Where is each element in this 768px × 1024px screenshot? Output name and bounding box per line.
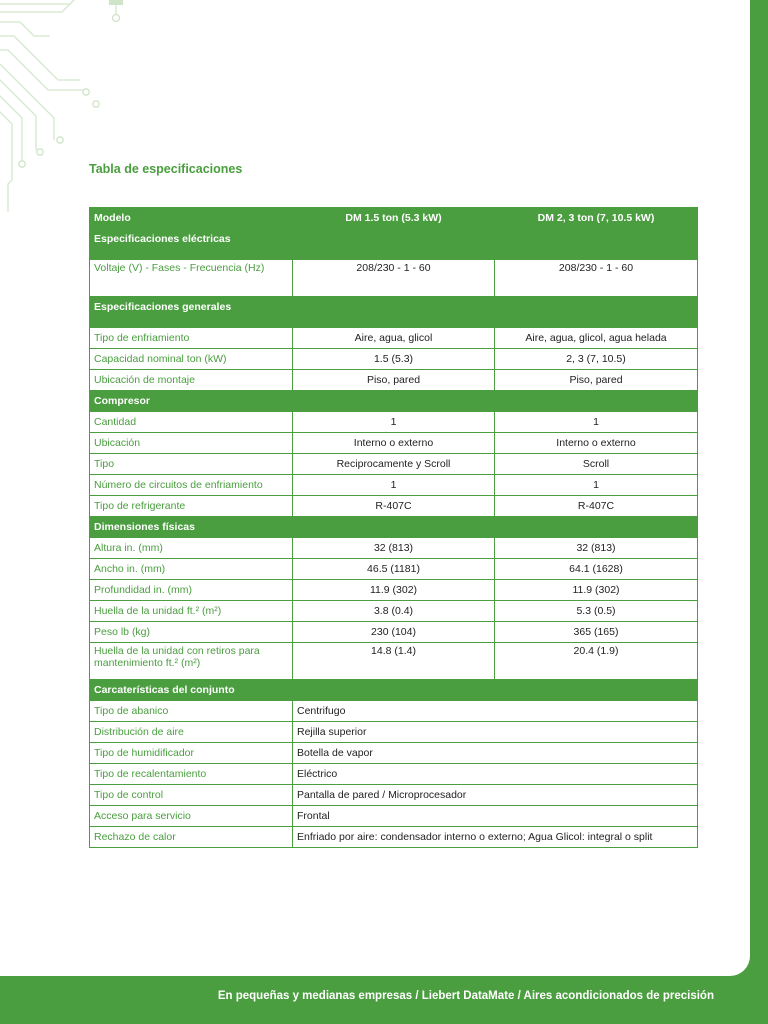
row-value: Piso, pared [293,370,495,391]
section-row [90,517,698,538]
row-value: 64.1 (1628) [495,559,698,580]
row-value: Piso, pared [495,370,698,391]
row-label: Capacidad nominal ton (kW) [90,349,293,370]
row-label: Ubicación de montaje [90,370,293,391]
footer-text: En pequeñas y medianas empresas / Liebert DataMate / Aires acondicionados de precisión [217,990,714,1002]
row-label: Tipo de refrigerante [90,496,293,517]
row-label: Número de circuitos de enfriamiento [90,475,293,496]
row-value: Rejilla superior [293,722,698,743]
row-label: Distribución de aire [90,722,293,743]
row-value: 20.4 (1.9) [495,643,698,680]
row-label: Huella de la unidad con retiros para mantenimiento ft.² (m²) [90,643,293,680]
row-label: Tipo de control [90,785,293,806]
table-row [90,806,698,827]
row-value: 32 (813) [495,538,698,559]
row-label: Acceso para servicio [90,806,293,827]
table-row [90,496,698,517]
footer-corner [730,956,750,976]
row-value: Interno o externo [293,433,495,454]
table-row [90,475,698,496]
page-title: Tabla de especificaciones [89,162,243,176]
table-row [90,743,698,764]
row-value: 365 (165) [495,622,698,643]
row-value: Aire, agua, glicol [293,328,495,349]
table-row [90,260,698,297]
row-value: 2, 3 (7, 10.5) [495,349,698,370]
table-row [90,349,698,370]
row-label: Ubicación [90,433,293,454]
table-row [90,370,698,391]
table-row [90,601,698,622]
section-row [90,680,698,701]
row-label: Profundidad in. (mm) [90,580,293,601]
row-value: Aire, agua, glicol, agua helada [495,328,698,349]
row-value: Interno o externo [495,433,698,454]
section-title: Dimensiones físicas [90,517,698,538]
header-cell: DM 1.5 ton (5.3 kW) [293,208,495,229]
row-value: 14.8 (1.4) [293,643,495,680]
row-value: Botella de vapor [293,743,698,764]
row-value: 1 [293,412,495,433]
table-row [90,785,698,806]
row-value: Pantalla de pared / Microprocesador [293,785,698,806]
row-value: 1.5 (5.3) [293,349,495,370]
row-label: Tipo de enfriamiento [90,328,293,349]
section-row [90,391,698,412]
right-accent-bar [750,0,768,1024]
table-header-row [90,208,698,229]
table-row [90,622,698,643]
table-row [90,454,698,475]
row-value: Eléctrico [293,764,698,785]
specifications-table [89,207,698,848]
row-value: R-407C [495,496,698,517]
row-value: Scroll [495,454,698,475]
row-value: 5.3 (0.5) [495,601,698,622]
row-value: Centrifugo [293,701,698,722]
row-label: Tipo [90,454,293,475]
row-value: 11.9 (302) [495,580,698,601]
row-label: Ancho in. (mm) [90,559,293,580]
table-row [90,722,698,743]
table-row [90,559,698,580]
row-label: Peso lb (kg) [90,622,293,643]
section-title: Carcaterísticas del conjunto [90,680,698,701]
circuit-decoration [0,0,140,230]
header-cell: DM 2, 3 ton (7, 10.5 kW) [495,208,698,229]
row-value: 3.8 (0.4) [293,601,495,622]
row-value: 32 (813) [293,538,495,559]
row-value: 46.5 (1181) [293,559,495,580]
row-value: Reciprocamente y Scroll [293,454,495,475]
table-row [90,538,698,559]
table-row [90,643,698,680]
row-label: Rechazo de calor [90,827,293,848]
table-row [90,701,698,722]
row-value: 208/230 - 1 - 60 [293,260,495,297]
row-value: 230 (104) [293,622,495,643]
section-row [90,297,698,328]
row-label: Cantidad [90,412,293,433]
header-cell: Modelo [90,208,293,229]
row-label: Tipo de abanico [90,701,293,722]
row-label: Tipo de humidificador [90,743,293,764]
table-row [90,580,698,601]
row-value: 1 [495,475,698,496]
row-value: Frontal [293,806,698,827]
row-value: 1 [495,412,698,433]
row-value: 11.9 (302) [293,580,495,601]
section-title: Especificaciones generales [90,297,698,328]
row-label: Tipo de recalentamiento [90,764,293,785]
row-value: Enfriado por aire: condensador interno o externo; Agua Glicol: integral o split [293,827,698,848]
table-row [90,827,698,848]
row-value: 208/230 - 1 - 60 [495,260,698,297]
row-label: Huella de la unidad ft.² (m²) [90,601,293,622]
row-label: Voltaje (V) - Fases - Frecuencia (Hz) [90,260,293,297]
row-label: Altura in. (mm) [90,538,293,559]
section-title: Especificaciones eléctricas [90,229,698,260]
row-value: R-407C [293,496,495,517]
row-value: 1 [293,475,495,496]
table-row [90,764,698,785]
section-row [90,229,698,260]
table-row [90,412,698,433]
section-title: Compresor [90,391,698,412]
table-row [90,328,698,349]
table-row [90,433,698,454]
